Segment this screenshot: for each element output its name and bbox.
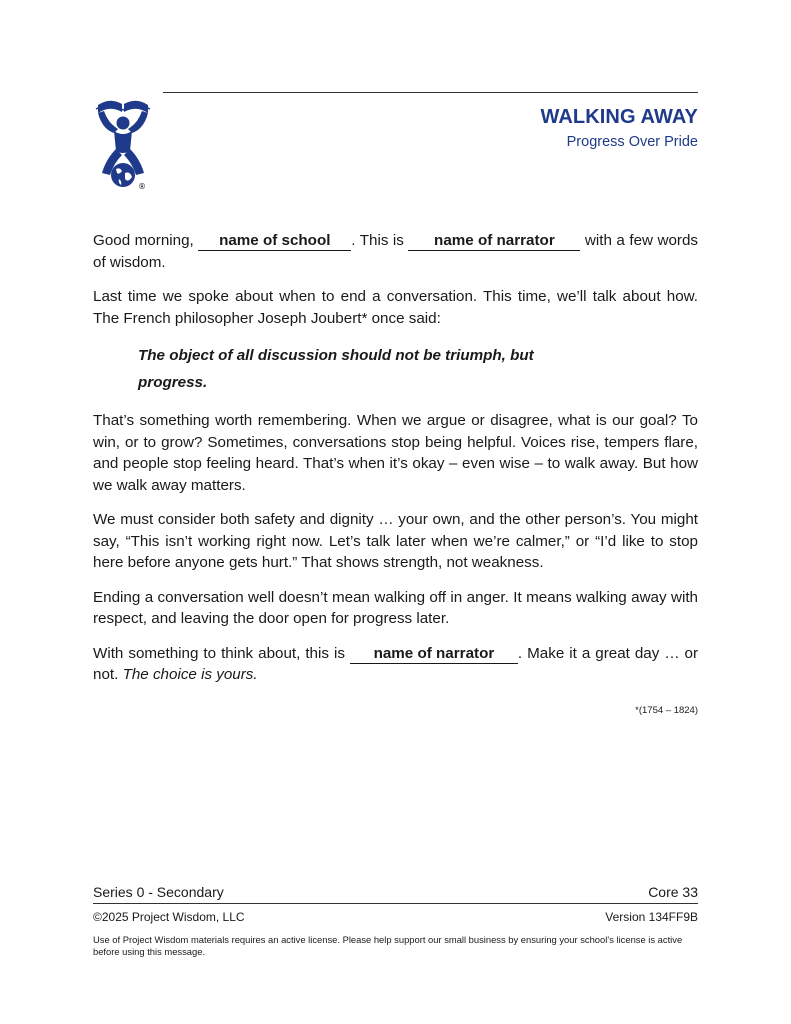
paragraph-4: We must consider both safety and dignity … your own, and the other person’s. You might say, “This isn’t working right now. Let’s talk later when we’re calmer,” or “I’d like to stop here before anyone gets hurt.” That shows strength, not weakness. bbox=[93, 511, 698, 571]
closing-narrator-blank: name of narrator bbox=[350, 645, 518, 664]
greeting-text-2: . This is bbox=[351, 232, 409, 249]
footnote: *(1754 – 1824) bbox=[635, 705, 698, 716]
footer-copyright-row bbox=[93, 910, 698, 924]
choice-tagline: The choice is yours. bbox=[122, 666, 258, 683]
license-notice: Use of Project Wisdom materials requires an active license. Please help support our small business by ensuring your school’s license is active before using this message. bbox=[93, 934, 683, 957]
project-wisdom-logo bbox=[92, 93, 154, 193]
page-title: WALKING AWAY bbox=[540, 106, 698, 128]
footer-rule bbox=[93, 903, 698, 904]
header-rule bbox=[163, 92, 698, 93]
paragraph-intro: Last time we spoke about when to end a conversation. This time, we’ll talk about how. The French philosopher Joseph Joubert* once said: bbox=[93, 288, 698, 327]
page-subtitle: Progress Over Pride bbox=[566, 134, 698, 150]
paragraph-closing bbox=[93, 643, 698, 686]
narrator-name-blank: name of narrator bbox=[408, 232, 580, 251]
greeting-text-3: with a few words of wisdom. bbox=[93, 232, 699, 271]
paragraph-3: That’s something worth remembering. When we argue or disagree, what is our goal? To win, or to grow? Sometimes, conversations stop being helpful. Voices rise, tempers flare, and people stop feeling heard. That’s when it’s okay – even wise – to walk away. But how we walk away matters. bbox=[93, 412, 698, 494]
core-label: Core 33 bbox=[648, 884, 698, 900]
closing-text-2: . Make it a great day … or not. bbox=[93, 644, 699, 683]
version-label: Version 134FF9B bbox=[605, 910, 698, 924]
greeting-text: Good morning, bbox=[93, 232, 199, 249]
message-body bbox=[93, 230, 698, 699]
quote: The object of all discussion should not be triumph, but progress. bbox=[138, 347, 534, 391]
paragraph-5: Ending a conversation well doesn’t mean walking off in anger. It means walking away with respect, and leaving the door open for progress later. bbox=[93, 588, 698, 627]
closing-text: With something to think about, this is bbox=[93, 644, 350, 662]
footer-series-row bbox=[93, 884, 698, 900]
series-label: Series 0 - Secondary bbox=[93, 884, 224, 900]
registered-mark: ® bbox=[138, 182, 146, 191]
school-name-blank: name of school bbox=[198, 232, 351, 251]
copyright: ©2025 Project Wisdom, LLC bbox=[93, 910, 245, 924]
paragraph-greeting bbox=[93, 230, 698, 273]
